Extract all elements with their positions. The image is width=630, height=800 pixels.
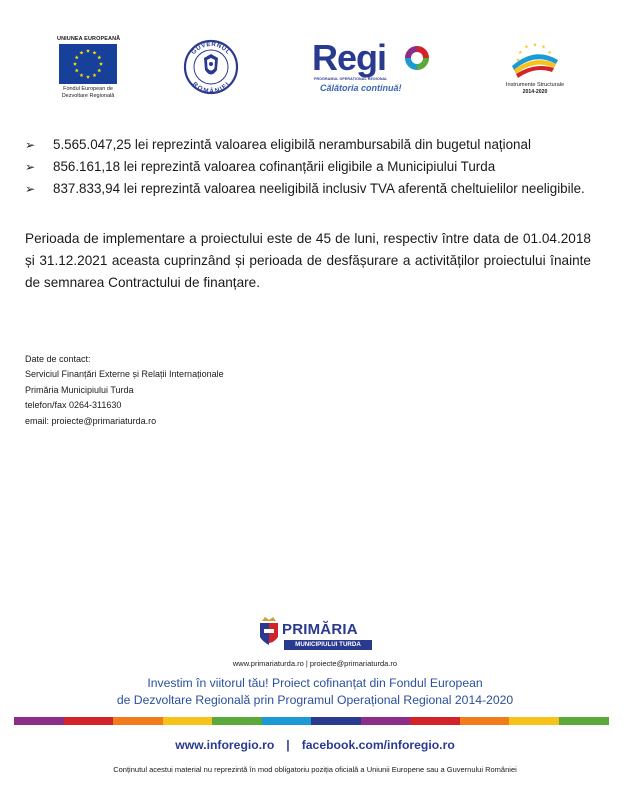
list-item [25,178,591,200]
rainbow-segment [14,717,64,725]
is-star-icon [518,50,522,54]
contact-phone: telefon/fax 0264-311630 [25,400,122,411]
funding-slogan-line-1: Investim în viitorul tău! Proiect cofinanțat din Fondul European [147,676,483,690]
primaria-contact-links[interactable]: www.primariaturda.ro | proiecte@primariaturda.ro [232,659,398,668]
rainbow-segment [559,717,609,725]
rainbow-segment [113,717,163,725]
bullet-text: 837.833,94 lei reprezintă valoarea neeligibilă inclusiv TVA aferentă cheltuielilor neeligibile. [53,181,585,196]
eu-flag-icon [59,44,117,84]
disclaimer-text: Conținutul acestui material nu reprezintă în mod obligatoriu poziția oficială a Uniunii Europene sau a Guvernului României [113,765,517,774]
funding-slogan-line-2: de Dezvoltare Regională prin Programul Operațional Regional 2014-2020 [116,693,514,707]
arrow-bullet-icon: ➢ [25,160,36,174]
eu-logo-title: UNIUNEA EUROPEANĂ [57,36,121,42]
contact-email[interactable]: email: proiecte@primariaturda.ro [25,415,157,426]
instrumente-structurale-title: Instrumente Structurale [505,82,565,88]
guvernul-romaniei-logo [181,39,241,95]
instrumente-structurale-logo [500,36,570,98]
rainbow-segment [163,717,213,725]
inforegio-website-link[interactable]: www.inforegio.ro [175,738,275,752]
rainbow-segment [460,717,510,725]
gov-seal-text-bottom: ROMÂNIEI [191,80,232,95]
budget-bullet-list [25,134,591,200]
primaria-turda-logo [258,613,378,653]
is-star-icon [533,43,537,47]
bullet-text: 856.161,18 lei reprezintă valoarea cofinanțării eligibile a Municipiului Turda [53,159,496,174]
rainbow-segment [410,717,460,725]
link-separator: | [286,738,290,752]
rainbow-segment [64,717,114,725]
romanian-government-seal-icon [181,39,241,95]
regio-logo-word: Regi [312,37,387,78]
eu-logo-subtitle-1: Fondul European de [63,86,113,92]
gov-seal-text-top: GUVERNUL [190,40,232,57]
eu-logo-subtitle-2: Dezvoltare Regională [61,92,115,99]
rainbow-divider [14,717,608,725]
primaria-logo-subtitle: MUNICIPIULUI TURDA [284,640,372,650]
turda-coat-of-arms-icon [258,615,280,651]
contact-block [25,352,425,429]
rainbow-segment [311,717,361,725]
contact-heading: Date de contact: [25,354,91,364]
arrow-bullet-icon: ➢ [25,138,36,152]
is-star-icon [548,50,552,54]
is-star-icon [542,45,546,49]
implementation-period-paragraph: Perioada de implementare a proiectului este de 45 de luni, respectiv între data de 01.04.2018 și 31.12.2021 aceasta cuprinzând și perioada de desfășurare a activităților proiectului înainte de semnarea Contractului de finanțare. [25,231,591,290]
list-item [25,134,591,156]
inforegio-facebook-link[interactable]: facebook.com/inforegio.ro [301,738,455,752]
primaria-logo-word: PRIMĂRIA [282,621,358,638]
contact-department: Serviciul Finanțări Externe și Relații Internaționale [25,369,224,380]
arrow-bullet-icon: ➢ [25,182,36,196]
bullet-text: 5.565.047,25 lei reprezintă valoarea eligibilă nerambursabilă din bugetul național [53,137,531,152]
instrumente-structurale-years: 2014-2020 [522,89,548,95]
contact-institution: Primăria Municipiului Turda [25,384,134,395]
regio-logo-tagline: Călătoria continuă! [320,83,402,93]
regio-logo [312,38,437,96]
list-item [25,156,591,178]
rainbow-segment [212,717,262,725]
funding-slogan [0,675,630,709]
regio-logo-subtitle: PROGRAMUL OPERAȚIONAL REGIONAL [314,77,388,81]
rainbow-segment [361,717,411,725]
eu-logo [57,36,119,99]
web-links [0,738,630,752]
rainbow-segment [262,717,312,725]
is-star-icon [525,45,529,49]
rainbow-segment [509,717,559,725]
regio-rainbow-o-icon [404,45,430,71]
instrumente-structurale-emblem-icon [500,36,570,82]
